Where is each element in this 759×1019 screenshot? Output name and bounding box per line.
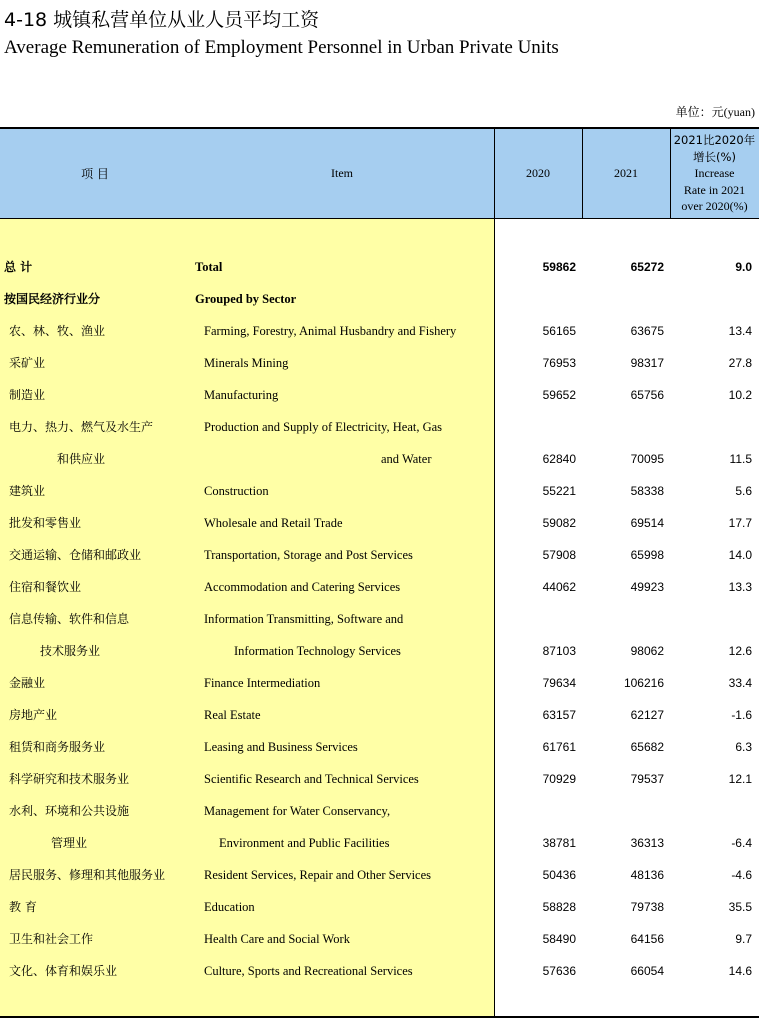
table-header — [0, 129, 759, 219]
value-2021: 62127 — [630, 708, 664, 722]
value-2020: 44062 — [542, 580, 576, 594]
value-2021: 48136 — [630, 868, 664, 882]
growth-rate: 17.7 — [728, 516, 752, 530]
value-2021: 65998 — [630, 548, 664, 562]
row-label-cn: 电力、热力、燃气及水生产 — [9, 420, 154, 434]
value-2021: 65272 — [630, 260, 664, 274]
growth-rate: -4.6 — [731, 868, 752, 882]
row-label-en: Resident Services, Repair and Other Services — [204, 868, 432, 882]
value-2021: 49923 — [630, 580, 664, 594]
table-row — [0, 833, 759, 853]
value-2020: 59652 — [542, 388, 576, 402]
row-label-cn: 批发和零售业 — [9, 516, 82, 530]
value-2020: 62840 — [542, 452, 576, 466]
value-2021: 69514 — [630, 516, 664, 530]
table-row — [0, 961, 759, 981]
row-label-cn: 技术服务业 — [40, 644, 101, 658]
table-bottom-rule — [0, 1016, 759, 1018]
value-2020: 59082 — [542, 516, 576, 530]
row-label-en: Minerals Mining — [204, 356, 289, 370]
row-label-cn: 交通运输、仓储和邮政业 — [9, 548, 142, 562]
growth-rate: 12.6 — [728, 644, 752, 658]
row-label-en: Culture, Sports and Recreational Services — [204, 964, 413, 978]
growth-rate: 11.5 — [729, 452, 752, 466]
value-2021: 98317 — [630, 356, 664, 370]
value-2020: 63157 — [542, 708, 576, 722]
table-row — [0, 769, 759, 789]
row-label-cn: 居民服务、修理和其他服务业 — [9, 868, 166, 882]
row-label-cn: 按国民经济行业分 — [4, 292, 101, 306]
growth-rate: 13.4 — [728, 324, 752, 338]
table-row — [0, 929, 759, 949]
header-divider — [670, 129, 671, 218]
value-2021: 65682 — [630, 740, 664, 754]
row-label-en: Production and Supply of Electricity, Heat, Gas — [204, 420, 443, 434]
row-label-en: Management for Water Conservancy, — [204, 804, 391, 818]
value-2021: 70095 — [630, 452, 664, 466]
row-label-cn: 房地产业 — [9, 708, 58, 722]
value-2020: 79634 — [542, 676, 576, 690]
header-growth-line1: 2021比2020年 — [673, 133, 756, 148]
table-row — [0, 449, 759, 469]
row-label-cn: 管理业 — [51, 836, 88, 850]
header-2021: 2021 — [614, 166, 638, 180]
row-label-cn: 建筑业 — [9, 484, 46, 498]
row-label-en: Information Transmitting, Software and — [204, 612, 404, 626]
row-label-en: Information Technology Services — [234, 644, 401, 658]
table-row — [0, 641, 759, 661]
row-label-cn: 卫生和社会工作 — [9, 932, 94, 946]
value-2021: 106216 — [623, 676, 664, 690]
growth-rate: 27.8 — [728, 356, 752, 370]
header-growth-line3: Increase — [694, 166, 735, 181]
row-label-en: Finance Intermediation — [204, 676, 321, 690]
header-2020: 2020 — [526, 166, 550, 180]
row-label-en: Total — [195, 260, 223, 274]
value-2021: 58338 — [630, 484, 664, 498]
row-label-en: Education — [204, 900, 255, 914]
value-2020: 56165 — [542, 324, 576, 338]
row-label-cn: 和供应业 — [57, 452, 106, 466]
growth-rate: 12.1 — [728, 772, 752, 786]
header-divider — [582, 129, 583, 218]
page-title-cn: 4-18 城镇私营单位从业人员平均工资 — [4, 9, 320, 31]
row-label-cn: 教 育 — [9, 900, 37, 914]
row-label-cn: 总 计 — [4, 260, 33, 274]
row-label-en: Wholesale and Retail Trade — [204, 516, 343, 530]
table-row — [0, 673, 759, 693]
row-label-en: Scientific Research and Technical Services — [204, 772, 419, 786]
header-growth-line2: 增长(%) — [693, 149, 736, 164]
value-2021: 66054 — [630, 964, 664, 978]
table-row — [0, 289, 759, 309]
growth-rate: 14.0 — [728, 548, 752, 562]
table-row — [0, 897, 759, 917]
value-2020: 70929 — [542, 772, 576, 786]
value-2020: 38781 — [542, 836, 576, 850]
value-2021: 65756 — [630, 388, 664, 402]
row-label-en: Transportation, Storage and Post Services — [204, 548, 413, 562]
table-row — [0, 385, 759, 405]
table-row — [0, 481, 759, 501]
growth-rate: 5.6 — [735, 484, 752, 498]
row-label-cn: 采矿业 — [9, 356, 46, 370]
page-title-en: Average Remuneration of Employment Personnel in Urban Private Units — [4, 37, 559, 58]
value-2020: 58828 — [542, 900, 576, 914]
value-2020: 76953 — [542, 356, 576, 370]
header-growth-rate — [670, 129, 759, 218]
row-label-en: Environment and Public Facilities — [219, 836, 390, 850]
row-label-en: Health Care and Social Work — [204, 932, 350, 946]
value-2021: 79537 — [630, 772, 664, 786]
row-label-en: Accommodation and Catering Services — [204, 580, 401, 594]
row-label-en: Leasing and Business Services — [204, 740, 358, 754]
row-label-cn: 水利、环境和公共设施 — [9, 804, 130, 818]
row-label-en: Construction — [204, 484, 269, 498]
row-label-en: and Water — [381, 452, 432, 466]
table-row — [0, 737, 759, 757]
table-row — [0, 545, 759, 565]
row-label-en: Manufacturing — [204, 388, 279, 402]
table-row — [0, 417, 759, 437]
row-label-cn: 住宿和餐饮业 — [9, 580, 82, 594]
value-2020: 55221 — [542, 484, 576, 498]
table-row — [0, 257, 759, 277]
growth-rate: 13.3 — [728, 580, 752, 594]
value-2021: 36313 — [630, 836, 664, 850]
growth-rate: 6.3 — [735, 740, 752, 754]
value-2021: 79738 — [630, 900, 664, 914]
table-row — [0, 577, 759, 597]
row-label-en: Farming, Forestry, Animal Husbandry and Fishery — [204, 324, 457, 338]
table-row — [0, 609, 759, 629]
header-divider — [494, 129, 495, 218]
header-growth-line4: Rate in 2021 — [683, 182, 746, 197]
value-2020: 57636 — [542, 964, 576, 978]
value-2020: 59862 — [542, 260, 576, 274]
table-row — [0, 321, 759, 341]
row-label-cn: 金融业 — [9, 676, 46, 690]
value-2020: 58490 — [542, 932, 576, 946]
row-label-cn: 文化、体育和娱乐业 — [9, 964, 118, 978]
row-label-en: Real Estate — [204, 708, 261, 722]
value-2020: 87103 — [542, 644, 576, 658]
unit-label: 单位：元(yuan) — [675, 105, 755, 119]
growth-rate: 35.5 — [728, 900, 752, 914]
table-row — [0, 865, 759, 885]
growth-rate: 9.0 — [735, 260, 752, 274]
value-2021: 63675 — [630, 324, 664, 338]
growth-rate: -6.4 — [731, 836, 752, 850]
growth-rate: 9.7 — [735, 932, 752, 946]
row-label-cn: 租赁和商务服务业 — [9, 740, 106, 754]
table-row — [0, 801, 759, 821]
value-2021: 98062 — [630, 644, 664, 658]
growth-rate: -1.6 — [731, 708, 752, 722]
growth-rate: 14.6 — [728, 964, 752, 978]
header-item-cn: 项 目 — [81, 167, 109, 181]
value-2020: 61761 — [542, 740, 576, 754]
table-row — [0, 705, 759, 725]
growth-rate: 33.4 — [728, 676, 752, 690]
table-row — [0, 513, 759, 533]
row-label-en: Grouped by Sector — [195, 292, 297, 306]
row-label-cn: 农、林、牧、渔业 — [9, 324, 106, 338]
header-growth-line5: over 2020(%) — [681, 199, 748, 214]
growth-rate: 10.2 — [728, 388, 752, 402]
row-label-cn: 信息传输、软件和信息 — [9, 612, 130, 626]
header-item-en: Item — [331, 166, 353, 180]
value-2020: 50436 — [542, 868, 576, 882]
row-label-cn: 科学研究和技术服务业 — [9, 772, 130, 786]
row-label-cn: 制造业 — [9, 388, 46, 402]
value-2020: 57908 — [542, 548, 576, 562]
value-2021: 64156 — [630, 932, 664, 946]
table-row — [0, 353, 759, 373]
